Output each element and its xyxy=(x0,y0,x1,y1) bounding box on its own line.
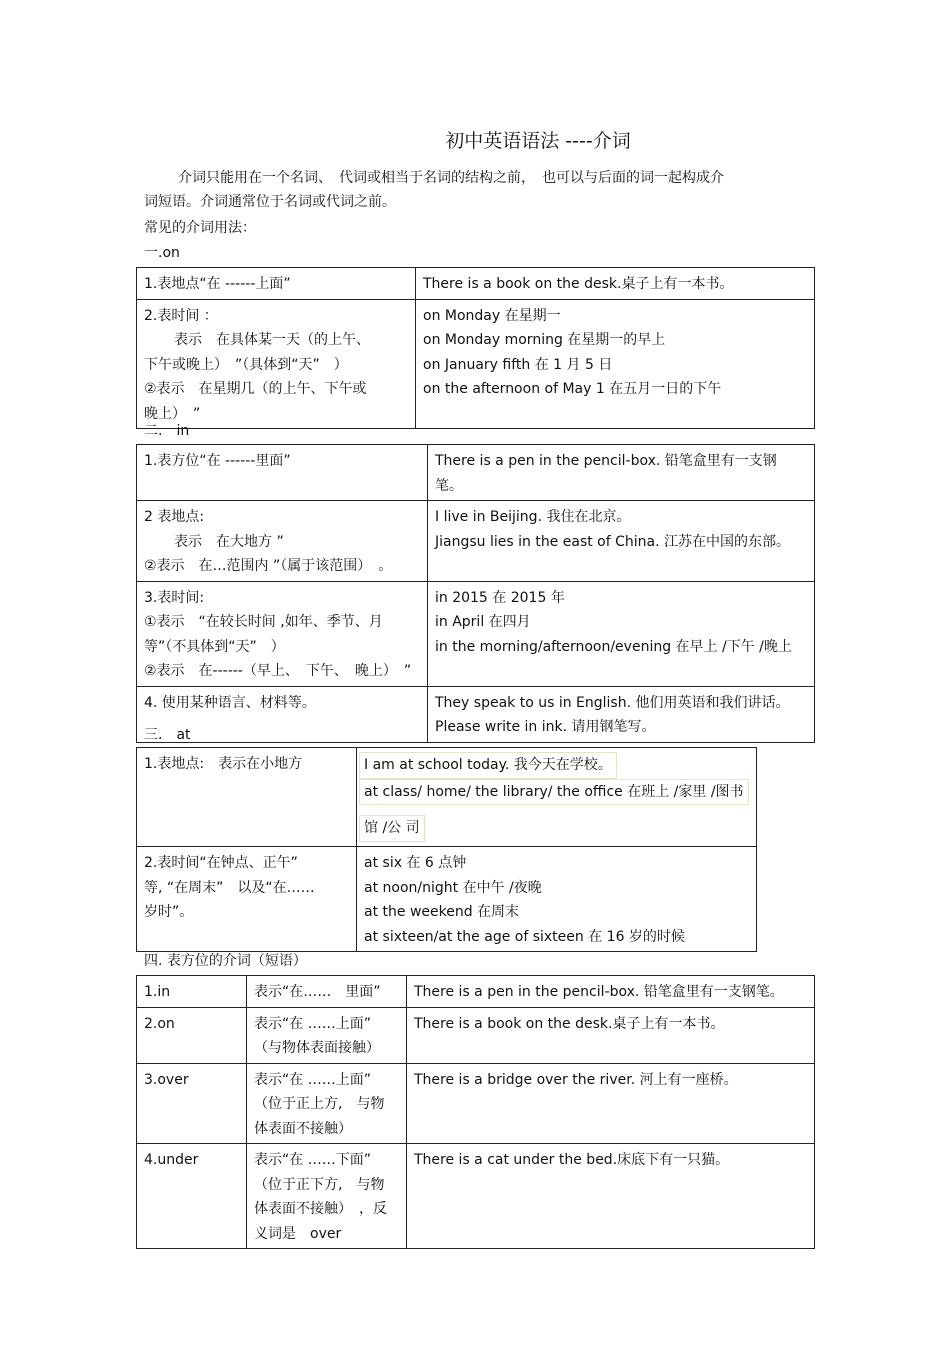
table-cell: 1.表方位“在 ------里面” xyxy=(137,445,428,501)
table-row xyxy=(137,1144,815,1249)
table-row xyxy=(137,501,815,582)
table-cell: 1.in xyxy=(137,976,247,1008)
table-row xyxy=(137,268,815,300)
section-at-heading: 三. at xyxy=(144,727,191,743)
table-cell: 表示“在 ……上面” （位于正上方, 与物 体表面不接触） xyxy=(247,1063,407,1144)
table-cell: There is a book on the desk.桌子上有一本书。 xyxy=(407,1007,815,1063)
table-row xyxy=(137,847,757,952)
table-in xyxy=(136,444,815,743)
common-usage-heading: 常见的介词用法： xyxy=(144,220,256,236)
table-row xyxy=(137,686,815,742)
table-cell: 2.表时间“在钟点、正午” 等, “在周末” 以及“在…… 岁时”。 xyxy=(137,847,357,952)
intro-line-2: 词短语。介词通常位于名词或代词之前。 xyxy=(144,194,396,210)
table-cell: at six 在 6 点钟 at noon/night 在中午 /夜晚 at the weekend 在周末 at sixteen/at the age of sixteen 在 16 岁的时候 xyxy=(357,847,757,952)
table-on xyxy=(136,267,815,429)
table-cell: 4.under xyxy=(137,1144,247,1249)
table-row xyxy=(137,976,815,1008)
table-cell: on Monday 在星期一 on Monday morning 在星期一的早上 on January fifth 在 1 月 5 日 on the afternoon of May 1 在五月一日的下午 xyxy=(416,299,815,429)
table-row xyxy=(137,748,757,847)
table-at xyxy=(136,747,757,952)
table-cell: There is a cat under the bed.床底下有一只猫。 xyxy=(407,1144,815,1249)
table-cell: 表示“在 ……上面” （与物体表面接触） xyxy=(247,1007,407,1063)
section-position-heading: 四. 表方位的介词（短语） xyxy=(144,953,307,969)
table-cell: 4. 使用某种语言、材料等。 xyxy=(137,686,428,742)
table-cell: There is a pen in the pencil-box. 铅笔盒里有一支钢 笔。 xyxy=(428,445,815,501)
table-row xyxy=(137,299,815,429)
table-cell: 1.表地点“在 ------上面” xyxy=(137,268,416,300)
page-title: 初中英语语法 ----介词 xyxy=(445,130,631,152)
table-cell: 2.on xyxy=(137,1007,247,1063)
table-cell: 表示“在…… 里面” xyxy=(247,976,407,1008)
section-on-heading: 一.on xyxy=(144,245,180,261)
table-cell: in 2015 在 2015 年 in April 在四月 in the morning/afternoon/evening 在早上 /下午 /晚上 xyxy=(428,581,815,686)
table-row xyxy=(137,1007,815,1063)
table-row xyxy=(137,581,815,686)
table-cell: There is a pen in the pencil-box. 铅笔盒里有一支钢笔。 xyxy=(407,976,815,1008)
table-cell: There is a bridge over the river. 河上有一座桥。 xyxy=(407,1063,815,1144)
table-cell: 3.over xyxy=(137,1063,247,1144)
table-cell: I live in Beijing. 我住在北京。 Jiangsu lies in the east of China. 江苏在中国的东部。 xyxy=(428,501,815,582)
table-cell: 2.表时间 ： 表示 在具体某一天（的上午、 下午或晚上） ”（具体到“天” ） ②表示 在星期几（的上午、下午或 晚上） ” xyxy=(137,299,416,429)
table-cell: I am at school today. 我今天在学校。 at class/ home/ the library/ the office 在班上 /家里 /图书 馆 /公 司 xyxy=(357,748,757,847)
table-cell: They speak to us in English. 他们用英语和我们讲话。 Please write in ink. 请用钢笔写。 xyxy=(428,686,815,742)
table-cell: There is a book on the desk.桌子上有一本书。 xyxy=(416,268,815,300)
section-in-heading: 二. in xyxy=(144,423,190,439)
table-cell: 1.表地点: 表示在小地方 xyxy=(137,748,357,847)
intro-line-1: 介词只能用在一个名词、 代词或相当于名词的结构之前， 也可以与后面的词一起构成介 xyxy=(178,170,724,186)
table-cell: 2 表地点: 表示 在大地方 ” ②表示 在…范围内 ”（属于该范围） 。 xyxy=(137,501,428,582)
intro-paragraph xyxy=(144,166,804,214)
table-cell: 表示“在 ……下面” （位于正下方, 与物 体表面不接触） ，反 义词是 over xyxy=(247,1144,407,1249)
table-position xyxy=(136,975,815,1249)
table-row xyxy=(137,445,815,501)
table-cell: 3.表时间: ①表示 “在较长时间 ,如年、季节、月 等”（不具体到“天” ） ②表示 在------（早上、 下午、 晚上） ” xyxy=(137,581,428,686)
table-row xyxy=(137,1063,815,1144)
